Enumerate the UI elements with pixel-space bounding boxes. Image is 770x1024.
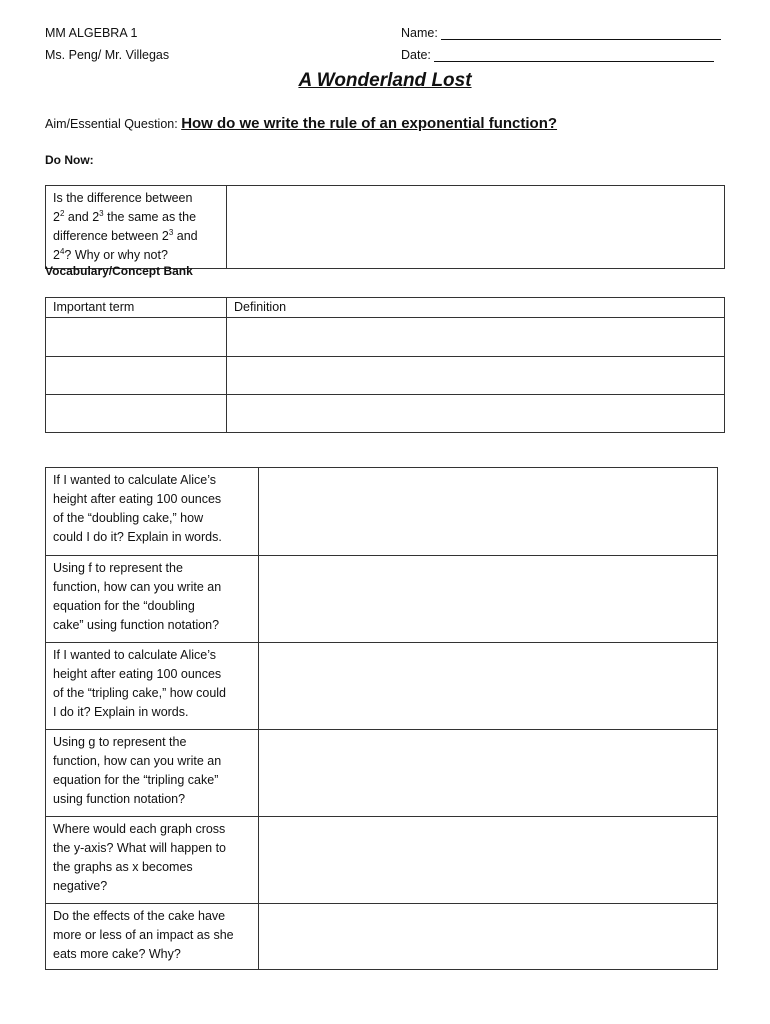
aim-question: How do we write the rule of an exponential function? bbox=[181, 115, 558, 132]
vocab-definition-cell[interactable] bbox=[227, 318, 725, 357]
vocab-definition-cell[interactable] bbox=[227, 395, 725, 433]
vocab-heading: Vocabulary/Concept Bank bbox=[45, 264, 193, 278]
answer-5[interactable] bbox=[259, 817, 718, 904]
question-1: If I wanted to calculate Alice’s height after eating 100 ounces of the “doubling cake,” how could I do it? Explain in words. bbox=[46, 468, 259, 556]
do-now-answer[interactable] bbox=[227, 186, 725, 269]
question-4: Using g to represent the function, how can you write an equation for the “tripling cake” using function notation? bbox=[46, 730, 259, 817]
course-name: MM ALGEBRA 1 bbox=[45, 26, 138, 40]
name-row bbox=[401, 26, 721, 40]
vocab-term-cell[interactable] bbox=[46, 318, 227, 357]
date-label: Date: bbox=[401, 48, 431, 62]
do-now-table bbox=[45, 185, 725, 269]
question-6: Do the effects of the cake have more or less of an impact as she eats more cake? Why? bbox=[46, 904, 259, 970]
aim-label: Aim/Essential Question: bbox=[45, 117, 178, 131]
name-field[interactable] bbox=[441, 26, 721, 40]
name-label: Name: bbox=[401, 26, 438, 40]
question-5: Where would each graph cross the y-axis? What will happen to the graphs as x becomes negative? bbox=[46, 817, 259, 904]
teacher-names: Ms. Peng/ Mr. Villegas bbox=[45, 48, 170, 62]
question-2: Using f to represent the function, how can you write an equation for the “doubling cake” using function notation? bbox=[46, 556, 259, 643]
vocab-table bbox=[45, 297, 725, 433]
answer-4[interactable] bbox=[259, 730, 718, 817]
date-row bbox=[401, 48, 714, 62]
do-now-prompt: Is the difference between $2^2$ and $2^3$ the same as the difference between $2^3$ and $2^4$? Why or why not? bbox=[46, 186, 227, 269]
questions-table bbox=[45, 467, 718, 970]
vocab-definition-cell[interactable] bbox=[227, 357, 725, 395]
page-title: A Wonderland Lost bbox=[298, 70, 472, 91]
date-field[interactable] bbox=[434, 48, 714, 62]
vocab-term-cell[interactable] bbox=[46, 395, 227, 433]
vocab-col-term: Important term bbox=[46, 298, 227, 318]
answer-1[interactable] bbox=[259, 468, 718, 556]
answer-6[interactable] bbox=[259, 904, 718, 970]
aim-row bbox=[45, 115, 557, 132]
answer-3[interactable] bbox=[259, 643, 718, 730]
question-3: If I wanted to calculate Alice’s height after eating 100 ounces of the “tripling cake,” how could I do it? Explain in words. bbox=[46, 643, 259, 730]
vocab-col-definition: Definition bbox=[227, 298, 725, 318]
answer-2[interactable] bbox=[259, 556, 718, 643]
vocab-term-cell[interactable] bbox=[46, 357, 227, 395]
do-now-heading: Do Now: bbox=[45, 153, 94, 167]
